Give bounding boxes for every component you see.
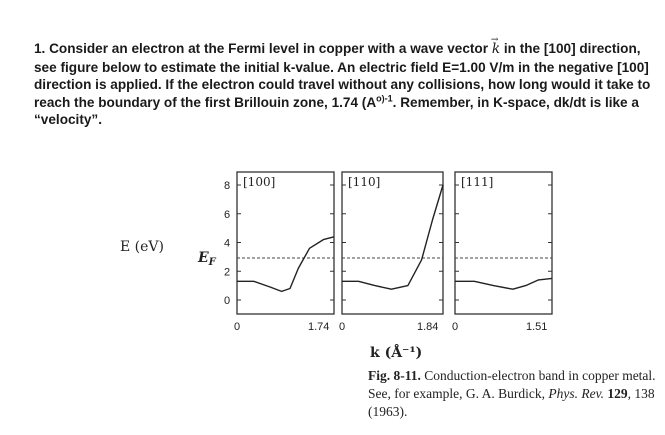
band-curve bbox=[237, 237, 334, 292]
k-axis-label: k (Å⁻¹) bbox=[370, 345, 423, 361]
panel-frame bbox=[342, 172, 443, 314]
panel-direction-label: [110] bbox=[348, 175, 381, 189]
question-part-3: . Remember, in K-space, dk/dt is like a “velocity”. bbox=[34, 94, 639, 128]
y-tick-label: 2 bbox=[224, 266, 231, 279]
inverse-angstrom-superscript: o)-1 bbox=[376, 93, 393, 104]
figure-caption bbox=[368, 367, 658, 421]
y-tick-label: 6 bbox=[224, 208, 231, 221]
k-start-tick-label: 0 bbox=[339, 321, 346, 333]
k-start-tick-label: 0 bbox=[452, 321, 459, 333]
y-tick-label: 8 bbox=[224, 180, 231, 192]
question-part-1: 1. Consider an electron at the Fermi level in copper with a wave vector bbox=[34, 41, 492, 56]
caption-text-1: Conduction-electron band in copper metal. See, for example, G. A. Burdick, bbox=[368, 368, 656, 401]
panel-direction-label: [111] bbox=[461, 175, 494, 189]
band-curve bbox=[342, 185, 443, 289]
panel-direction-label: [100] bbox=[243, 175, 276, 189]
fermi-label-e: E bbox=[198, 250, 209, 266]
band-curve bbox=[455, 278, 552, 289]
caption-figure-number: Fig. 8-11. bbox=[368, 368, 421, 383]
question-part-2: in the [100] direction, see figure below to estimate the initial k-value. An electric field E=1.00 V/m in the negative [100] direction is applied. If the electron could travel without any collisions, how long would it take to reach the boundary of the first Brillouin zone, 1.74 (A bbox=[34, 41, 651, 110]
energy-axis-label: E (eV) bbox=[120, 239, 164, 255]
caption-volume: 129 bbox=[607, 386, 628, 401]
fermi-label-sub: F bbox=[208, 257, 216, 268]
k-start-tick-label: 0 bbox=[234, 321, 241, 333]
k-end-tick-label: 1.51 bbox=[526, 321, 548, 333]
panel-frame bbox=[237, 172, 334, 314]
k-end-tick-label: 1.84 bbox=[417, 321, 439, 333]
k-end-tick-label: 1.74 bbox=[308, 321, 330, 333]
caption-text-2: , 138 (1963). bbox=[368, 386, 655, 419]
y-tick-label: 4 bbox=[224, 237, 231, 250]
fermi-level-label bbox=[197, 250, 217, 268]
wave-vector-symbol: → k bbox=[492, 41, 500, 57]
panel-frame bbox=[455, 172, 552, 314]
y-tick-label: 0 bbox=[224, 295, 231, 307]
caption-journal: Phys. Rev. bbox=[548, 386, 604, 401]
